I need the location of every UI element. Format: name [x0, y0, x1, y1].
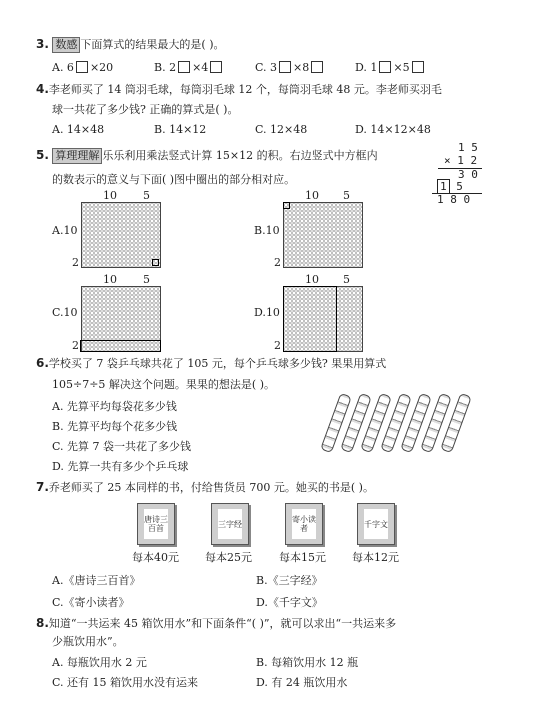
vertical-row-1: 1 5 — [458, 141, 478, 154]
q8-option-b[interactable]: B. 每箱饮用水 12 瓶 — [256, 656, 359, 669]
grid-d-side-2: 2 — [274, 339, 281, 352]
grid-d-top-5: 5 — [343, 273, 350, 286]
q3-tag: 数感 — [52, 37, 80, 53]
q7-number: 7. — [36, 480, 49, 494]
grid-d-top-10: 10 — [305, 273, 319, 286]
blank-box[interactable] — [311, 61, 323, 73]
q7-option-a[interactable]: A.《唐诗三百首》 — [52, 574, 141, 587]
grid-a-top-5: 5 — [143, 189, 150, 202]
book-qianziwen: 千字文 — [357, 503, 395, 545]
grid-c-circled-part — [80, 340, 161, 352]
blank-box[interactable] — [412, 61, 424, 73]
q4-option-d[interactable]: D. 14×12×48 — [355, 123, 431, 136]
q5-line1 — [36, 147, 378, 164]
q4-line2: 球一共花了多少钱? 正确的算式是( )。 — [52, 103, 239, 116]
q3-number: 3. — [36, 37, 49, 51]
vertical-row-4: 1 5 — [437, 180, 463, 193]
q4-number: 4. — [36, 82, 49, 96]
q5-option-c[interactable]: C.10 — [52, 306, 78, 319]
q5-number: 5. — [36, 148, 49, 162]
q5-tag: 算理理解 — [52, 148, 102, 164]
q8-number: 8. — [36, 616, 49, 630]
blank-box[interactable] — [178, 61, 190, 73]
blank-box[interactable] — [76, 61, 88, 73]
q8-text1: 知道“一共运来 45 箱饮用水”和下面条件“( )”，就可以求出“一共运来多 — [48, 617, 397, 630]
grid-b-circled-part — [283, 202, 290, 209]
q5-line2: 的数表示的意义与下面( )图中圈出的部分相对应。 — [52, 173, 296, 186]
book-sanzijing: 三字经 — [211, 503, 249, 545]
blank-box[interactable] — [279, 61, 291, 73]
book-price-3: 每本15元 — [279, 551, 326, 564]
q5-text1: 乐乐利用乘法竖式计算 15×12 的积。右边竖式中方框内 — [102, 149, 378, 162]
q4-option-b[interactable]: B. 14×12 — [154, 123, 207, 136]
book-tangshi: 唐诗三百首 — [137, 503, 175, 545]
q7-option-c[interactable]: C.《寄小读者》 — [52, 596, 130, 609]
book-price-1: 每本40元 — [132, 551, 179, 564]
grid-c-side-2: 2 — [72, 339, 79, 352]
blank-box[interactable] — [210, 61, 222, 73]
q3-option-d[interactable]: D. 1 ×5 — [355, 61, 426, 74]
q8-line1 — [36, 615, 396, 631]
grid-a-circled-part — [152, 259, 159, 266]
q6-option-a[interactable]: A. 先算平均每袋花多少钱 — [52, 400, 177, 413]
q4-option-c[interactable]: C. 12×48 — [255, 123, 308, 136]
grid-d-circled-part — [283, 286, 337, 352]
book-jixiaoduzhe: 寄小读者 — [285, 503, 323, 545]
q5-option-b[interactable]: B.10 — [254, 224, 280, 237]
grid-b-top-10: 10 — [305, 189, 319, 202]
boxed-digit: 1 — [437, 179, 450, 194]
q5-option-a[interactable]: A.10 — [52, 224, 78, 237]
q3-text: 下面算式的结果最大的是( )。 — [80, 38, 225, 51]
q3-option-b[interactable]: B. 2 ×4 — [154, 61, 224, 74]
q7-stem — [36, 479, 374, 495]
q4-option-a[interactable]: A. 14×48 — [52, 123, 105, 136]
grid-b-top-5: 5 — [343, 189, 350, 202]
grid-c-top-10: 10 — [103, 273, 117, 286]
q3-option-c[interactable]: C. 3 ×8 — [255, 61, 325, 74]
q6-option-c[interactable]: C. 先算 7 袋一共花了多少钱 — [52, 440, 192, 453]
q6-option-b[interactable]: B. 先算平均每个花多少钱 — [52, 420, 178, 433]
grid-a-side-2: 2 — [72, 256, 79, 269]
q8-line2: 少瓶饮用水”。 — [52, 635, 124, 648]
book-price-4: 每本12元 — [352, 551, 399, 564]
q6-option-d[interactable]: D. 先算一共有多少个乒乓球 — [52, 460, 189, 473]
q6-line1 — [36, 355, 386, 371]
grid-c-top-5: 5 — [143, 273, 150, 286]
dot-grid-b — [283, 202, 363, 268]
vertical-row-2: × 1 2 — [444, 154, 478, 167]
q5-option-d[interactable]: D.10 — [254, 306, 280, 319]
q6-text1: 学校买了 7 袋乒乓球共花了 105 元，每个乒乓球多少钱? 果果用算式 — [48, 357, 387, 370]
q4-line1 — [36, 81, 442, 97]
q3-stem — [36, 36, 225, 53]
q7-option-d[interactable]: D.《千字文》 — [256, 596, 323, 609]
blank-box[interactable] — [379, 61, 391, 73]
q6-line2: 105÷7÷5 解决这个问题。果果的想法是( )。 — [52, 378, 276, 391]
q8-option-c[interactable]: C. 还有 15 箱饮用水没有运来 — [52, 676, 199, 689]
grid-a-top-10: 10 — [103, 189, 117, 202]
q6-number: 6. — [36, 356, 49, 370]
vertical-row-3: 3 0 — [458, 168, 478, 181]
q8-option-a[interactable]: A. 每瓶饮用水 2 元 — [52, 656, 147, 669]
grid-b-side-2: 2 — [274, 256, 281, 269]
dot-grid-a — [81, 202, 161, 268]
vertical-row-5: 1 8 0 — [437, 193, 471, 206]
q8-option-d[interactable]: D. 有 24 瓶饮用水 — [256, 676, 348, 689]
book-price-2: 每本25元 — [205, 551, 252, 564]
q4-text1: 李老师买了 14 筒羽毛球，每筒羽毛球 12 个，每筒羽毛球 48 元。李老师买羽毛 — [48, 83, 442, 96]
q3-option-a[interactable]: A. 6 ×20 — [52, 61, 114, 74]
q7-text: 乔老师买了 25 本同样的书，付给售货员 700 元。她买的书是( )。 — [48, 481, 374, 494]
q7-option-b[interactable]: B.《三字经》 — [256, 574, 323, 587]
